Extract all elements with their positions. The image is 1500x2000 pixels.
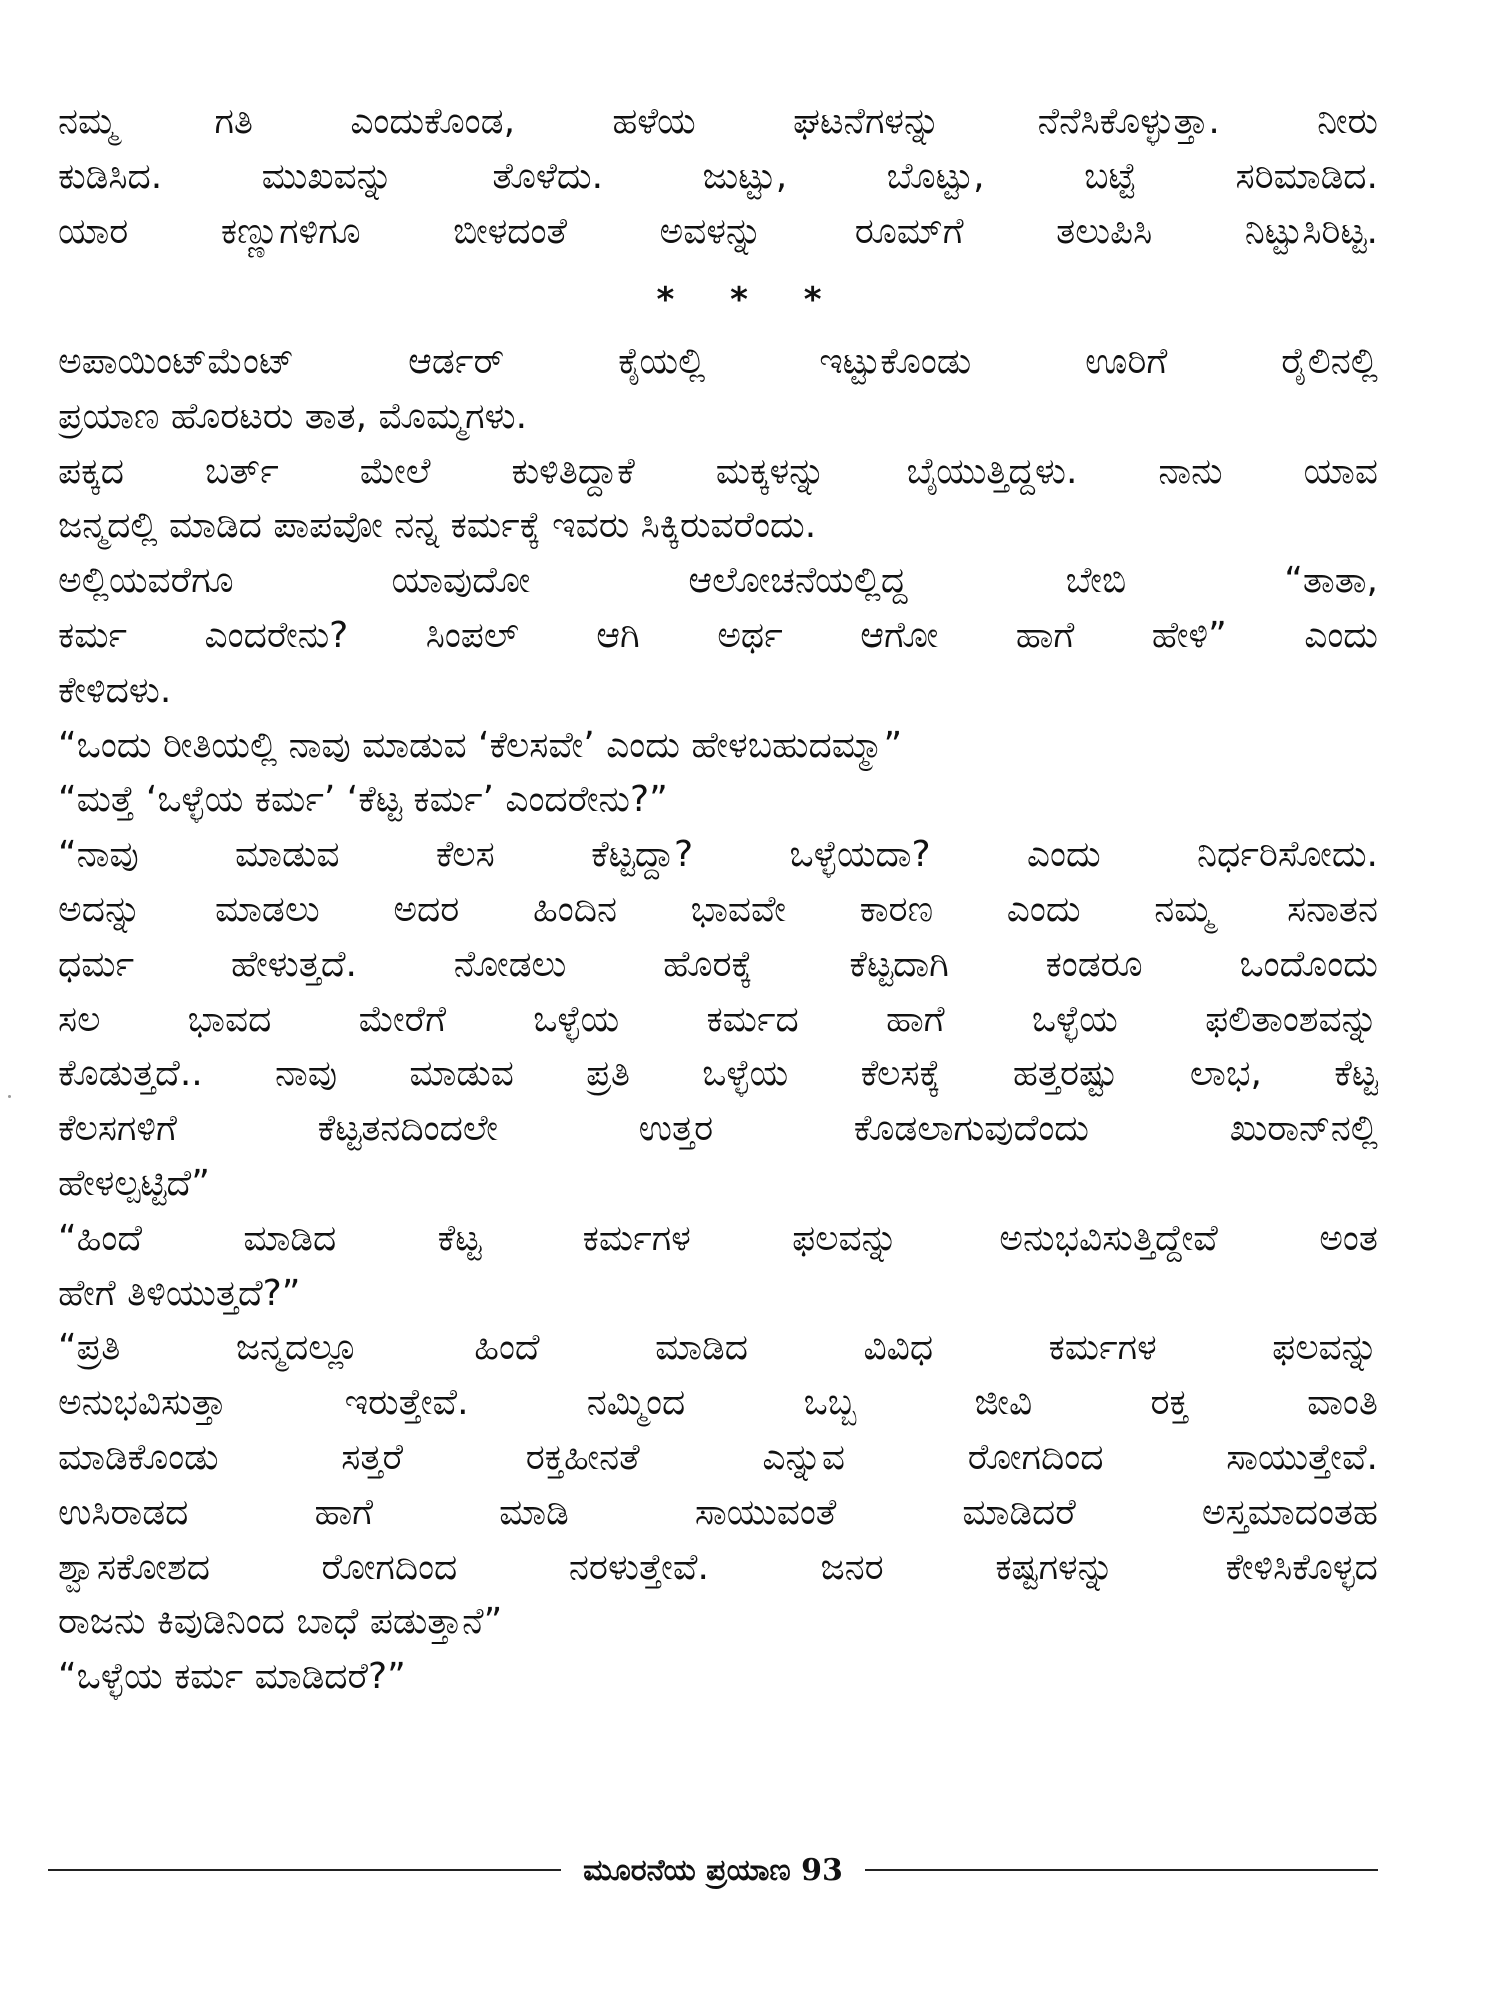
text-line: “ಹಿಂದೆ ಮಾಡಿದ ಕೆಟ್ಟ ಕರ್ಮಗಳ ಫಲವನ್ನು ಅನುಭವಿಸುತ್ತಿದ್ದೇವೆ ಅಂತ — [58, 1217, 1378, 1259]
text-line: ನಮ್ಮ ಗತಿ ಎಂದುಕೊಂಡ, ಹಳೆಯ ಘಟನೆಗಳನ್ನು ನೆನೆಸಿಕೊಳ್ಳುತ್ತಾ. ನೀರು — [58, 101, 1378, 142]
text-line: ಅಲ್ಲಿಯವರೆಗೂ ಯಾವುದೋ ಆಲೋಚನೆಯಲ್ಲಿದ್ದ ಬೇಬಿ “ತಾತಾ, — [58, 560, 1378, 602]
scan-speck — [8, 1095, 11, 1098]
text-line: ಧರ್ಮ ಹೇಳುತ್ತದೆ. ನೋಡಲು ಹೊರಕ್ಕೆ ಕೆಟ್ಟದಾಗಿ ಕಂಡರೂ ಒಂದೊಂದು — [58, 943, 1378, 985]
text-line: ಸಲ ಭಾವದ ಮೇರೆಗೆ ಒಳ್ಳೆಯ ಕರ್ಮದ ಹಾಗೆ ಒಳ್ಳೆಯ ಫಲಿತಾಂಶವನ್ನು — [58, 998, 1378, 1040]
text-line: ಹೇಗೆ ತಿಳಿಯುತ್ತದೆ?” — [58, 1272, 301, 1314]
text-line: ಜನ್ಮದಲ್ಲಿ ಮಾಡಿದ ಪಾಪವೋ ನನ್ನ ಕರ್ಮಕ್ಕೆ ಇವರು ಸಿಕ್ಕಿರುವರೆಂದು. — [58, 505, 817, 547]
text-line: ಪಕ್ಕದ ಬರ್ತ್ ಮೇಲೆ ಕುಳಿತಿದ್ದಾಕೆ ಮಕ್ಕಳನ್ನು ಬೈಯುತ್ತಿದ್ದಳು. ನಾನು ಯಾವ — [58, 450, 1378, 492]
text-line: ಶ್ವಾಸಕೋಶದ ರೋಗದಿಂದ ನರಳುತ್ತೇವೆ. ಜನರ ಕಷ್ಟಗಳನ್ನು ಕೇಳಿಸಿಕೊಳ್ಳದ — [58, 1546, 1378, 1588]
text-line: ಯಾರ ಕಣ್ಣುಗಳಿಗೂ ಬೀಳದಂತೆ ಅವಳನ್ನು ರೂಮ್‌ಗೆ ತಲುಪಿಸಿ ನಿಟ್ಟುಸಿರಿಟ್ಟ. — [58, 210, 1378, 252]
text-line: ಕರ್ಮ ಎಂದರೇನು? ಸಿಂಪಲ್ ಆಗಿ ಅರ್ಥ ಆಗೋ ಹಾಗೆ ಹೇಳಿ” ಎಂದು — [58, 614, 1378, 656]
text-line: ಹೇಳಲ್ಪಟ್ಟಿದೆ” — [58, 1162, 210, 1204]
text-line: ಅದನ್ನು ಮಾಡಲು ಅದರ ಹಿಂದಿನ ಭಾವವೇ ಕಾರಣ ಎಂದು ನಮ್ಮ ಸನಾತನ — [58, 888, 1378, 930]
footer-rule-left — [48, 1869, 561, 1871]
text-line: ರಾಜನು ಕಿವುಡಿನಿಂದ ಬಾಧೆ ಪಡುತ್ತಾನೆ” — [58, 1601, 503, 1643]
footer-rule-right — [865, 1869, 1378, 1871]
text-line: “ಒಂದು ರೀತಿಯಲ್ಲಿ ನಾವು ಮಾಡುವ ‘ಕೆಲಸವೇ’ ಎಂದು ಹೇಳಬಹುದಮ್ಮಾ” — [58, 724, 903, 766]
page-footer — [48, 1850, 1378, 1890]
text-line: “ಒಳ್ಳೆಯ ಕರ್ಮ ಮಾಡಿದರೆ?” — [58, 1656, 406, 1698]
text-line: ಕುಡಿಸಿದ. ಮುಖವನ್ನು ತೊಳೆದು. ಜುಟ್ಟು, ಬೊಟ್ಟು, ಬಟ್ಟೆ ಸರಿಮಾಡಿದ. — [58, 155, 1378, 197]
text-line: “ಪ್ರತಿ ಜನ್ಮದಲ್ಲೂ ಹಿಂದೆ ಮಾಡಿದ ವಿವಿಧ ಕರ್ಮಗಳ ಫಲವನ್ನು — [58, 1327, 1378, 1369]
text-line: ಮಾಡಿಕೊಂಡು ಸತ್ತರೆ ರಕ್ತಹೀನತೆ ಎನ್ನುವ ರೋಗದಿಂದ ಸಾಯುತ್ತೇವೆ. — [58, 1436, 1378, 1478]
top-paragraph — [58, 95, 1378, 259]
text-line: ಅಪಾಯಿಂಟ್‌ಮೆಂಟ್ ಆರ್ಡರ್ ಕೈಯಲ್ಲಿ ಇಟ್ಟುಕೊಂಡು ಊರಿಗೆ ರೈಲಿನಲ್ಲಿ — [58, 341, 1378, 382]
body-text — [58, 335, 1378, 1705]
text-line: “ನಾವು ಮಾಡುವ ಕೆಲಸ ಕೆಟ್ಟದ್ದಾ? ಒಳ್ಳೆಯದಾ? ಎಂದು ನಿರ್ಧರಿಸೋದು. — [58, 834, 1378, 876]
text-line: ಉಸಿರಾಡದ ಹಾಗೆ ಮಾಡಿ ಸಾಯುವಂತೆ ಮಾಡಿದರೆ ಅಸ್ತಮಾದಂತಹ — [58, 1491, 1378, 1533]
text-line: ಕೇಳಿದಳು. — [58, 669, 172, 711]
text-line: ಕೊಡುತ್ತದೆ.. ನಾವು ಮಾಡುವ ಪ್ರತಿ ಒಳ್ಳೆಯ ಕೆಲಸಕ್ಕೆ ಹತ್ತರಷ್ಟು ಲಾಭ, ಕೆಟ್ಟ — [58, 1053, 1378, 1095]
text-line: ಕೆಲಸಗಳಿಗೆ ಕೆಟ್ಟತನದಿಂದಲೇ ಉತ್ತರ ಕೊಡಲಾಗುವುದೆಂದು ಖುರಾನ್‌ನಲ್ಲಿ — [58, 1108, 1378, 1150]
text-line: “ಮತ್ತೆ ‘ಒಳ್ಳೆಯ ಕರ್ಮ’ ‘ಕೆಟ್ಟ ಕರ್ಮ’ ಎಂದರೇನು?” — [58, 779, 668, 821]
section-separator: * * * — [656, 280, 844, 320]
text-line: ಪ್ರಯಾಣ ಹೊರಟರು ತಾತ, ಮೊಮ್ಮಗಳು. — [58, 395, 528, 437]
text-line: ಅನುಭವಿಸುತ್ತಾ ಇರುತ್ತೇವೆ. ನಮ್ಮಿಂದ ಒಬ್ಬ ಜೀವಿ ರಕ್ತ ವಾಂತಿ — [58, 1382, 1378, 1424]
footer-page-label: ಮೂರನೆಯ ಪ್ರಯಾಣ 93 — [583, 1852, 843, 1888]
